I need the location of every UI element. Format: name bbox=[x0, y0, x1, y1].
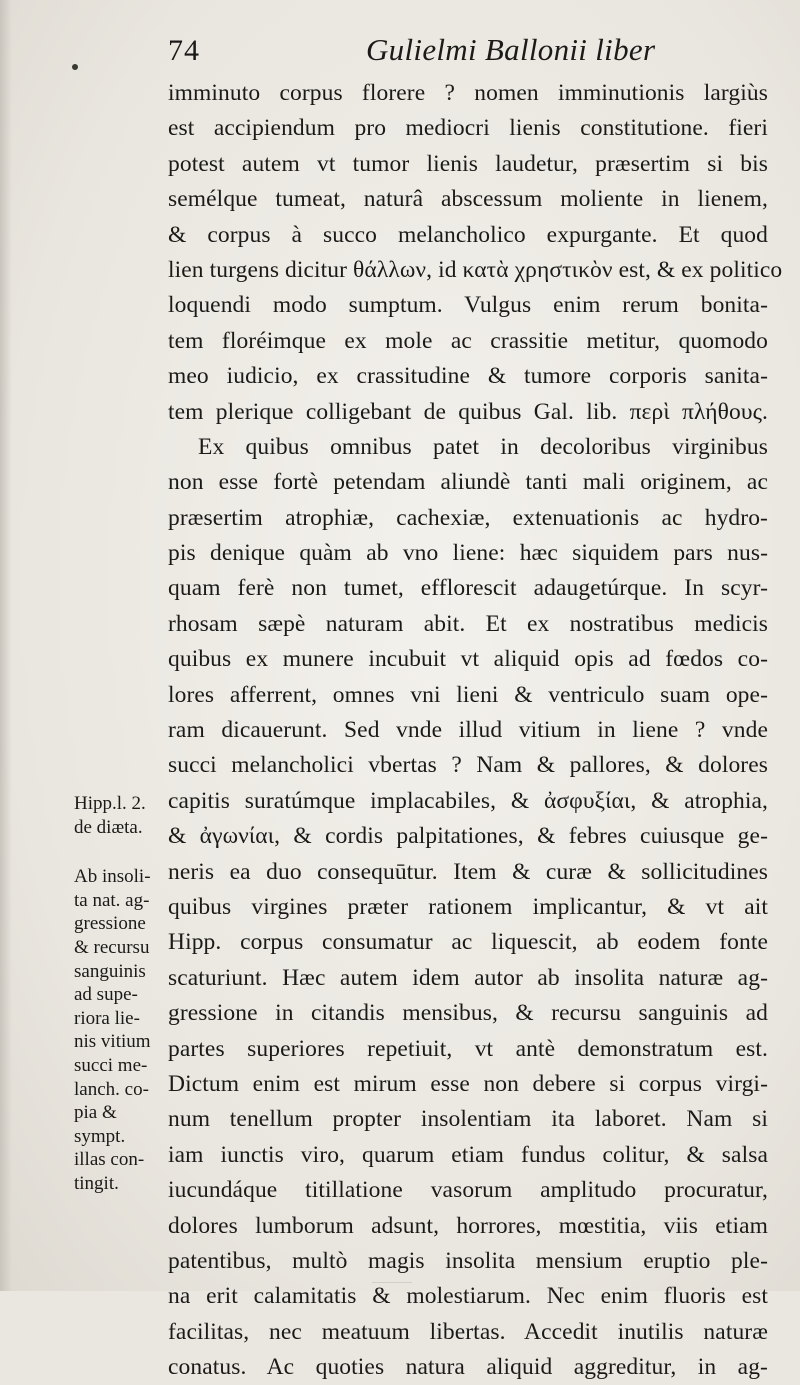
text-line: meo iudicio, ex crassitudine & tumore corporis sanita- bbox=[168, 363, 768, 390]
text-line: lien turgens dicitur θάλλων, id κατὰ χρηστικὸν est, & ex politico bbox=[168, 256, 783, 283]
note-line: de diæta. bbox=[74, 816, 143, 838]
note-line: Hipp.l. 2. bbox=[74, 793, 146, 814]
text-line: quibus ex munere incubuit vt aliquid opis ad fœdos co- bbox=[168, 646, 768, 673]
text-line: na erit calamitatis & molestiarum. Nec enim fluoris est bbox=[168, 1283, 768, 1310]
gutter-shadow bbox=[0, 0, 12, 1291]
text-line: semélque tumeat, naturâ abscessum moliente in lienem, bbox=[168, 186, 768, 213]
text-line: loquendi modo sumptum. Vulgus enim rerum bonita- bbox=[168, 292, 768, 319]
text-line: Ex quibus omnibus patet in decoloribus virginibus bbox=[198, 433, 768, 460]
text-line: iucundáque titillatione vasorum amplitudo procuratur, bbox=[168, 1177, 768, 1204]
note-line: ta nat. ag- bbox=[74, 889, 150, 911]
text-line: capitis suratúmque implacabiles, & ἀσφυξίαι, & atrophia, bbox=[168, 787, 768, 814]
text-line: tem plerique colligebant de quibus Gal. lib. περὶ πλήθους. bbox=[168, 398, 768, 425]
note-line: gressione bbox=[74, 913, 146, 935]
note-line: succi me- bbox=[74, 1054, 148, 1076]
note-line: sanguinis bbox=[74, 960, 146, 982]
text-line: ram dicauerunt. Sed vnde illud vitium in liene ? vnde bbox=[168, 717, 768, 744]
text-line: gressione in citandis mensibus, & recursu sanguinis ad bbox=[168, 1000, 768, 1027]
text-line: iam iunctis viro, quarum etiam fundus colitur, & salsa bbox=[168, 1141, 768, 1168]
note-line: sympt. bbox=[74, 1125, 126, 1147]
text-line: patentibus, multò magis insolita mensium eruptio ple- bbox=[168, 1247, 768, 1274]
text-line: imminuto corpus florere ? nomen imminutionis largiùs bbox=[168, 80, 768, 106]
text-line: pis denique quàm ab vno liene: hæc siquidem pars nus- bbox=[168, 540, 768, 567]
text-line: non esse fortè petendam aliundè tanti mali originem, ac bbox=[168, 469, 768, 496]
text-line: conatus. Ac quoties natura aliquid aggreditur, in ag- bbox=[168, 1354, 768, 1381]
text-line: & ἀγωνίαι, & cordis palpitationes, & febres cuiusque ge- bbox=[168, 823, 768, 850]
text-line: facilitas, nec meatuum libertas. Accedit inutilis naturæ bbox=[168, 1318, 768, 1345]
note-line: illas con- bbox=[74, 1149, 145, 1171]
text-line: quam ferè non tumet, efflorescit adaugetúrque. In scyr- bbox=[168, 575, 768, 602]
text-line: rhosam sæpè naturam abit. Et ex nostratibus medicis bbox=[168, 610, 768, 637]
text-line: Hipp. corpus consumatur ac liquescit, ab eodem fonte bbox=[168, 929, 768, 956]
note-line: ad supe- bbox=[74, 984, 138, 1006]
note-line: & recursu bbox=[74, 936, 150, 958]
text-line: Dictum enim est mirum esse non debere si corpus virgi- bbox=[168, 1070, 768, 1097]
text-line: lores afferrent, omnes vni lieni & ventriculo suam ope- bbox=[168, 681, 768, 708]
body-text bbox=[168, 76, 783, 1385]
margin-note-insolita bbox=[74, 865, 182, 1195]
note-line: Ab insoli- bbox=[74, 866, 151, 888]
text-line: potest autem vt tumor lienis laudetur, præsertim si bis bbox=[168, 150, 768, 177]
note-line: nis vitium bbox=[74, 1031, 151, 1053]
note-line: pia & bbox=[74, 1102, 117, 1124]
signature-mark bbox=[372, 1262, 412, 1283]
text-line: tem floréimque ex mole ac crassitie metitur, quomodo bbox=[168, 327, 768, 354]
page-number: 74 bbox=[168, 34, 200, 67]
note-line: tingit. bbox=[74, 1172, 119, 1194]
text-line: partes superiores repetiuit, vt antè demonstratum est. bbox=[168, 1035, 768, 1062]
text-line: quibus virgines præter rationem implicantur, & vt ait bbox=[168, 893, 768, 920]
text-line: est accipiendum pro mediocri lienis constitutione. fieri bbox=[168, 115, 768, 142]
running-title: Gulielmi Ballonii liber bbox=[366, 32, 656, 67]
margin-note-hippocrates bbox=[74, 792, 182, 839]
text-line: dolores lumborum adsunt, horrores, mœstitia, viis etiam bbox=[168, 1212, 768, 1239]
text-line: præsertim atrophiæ, cachexiæ, extenuationis ac hydro- bbox=[168, 504, 768, 531]
text-line: & corpus à succo melancholico expurgante. Et quod bbox=[168, 221, 768, 248]
page-header bbox=[0, 28, 800, 74]
text-line: neris ea duo consequūtur. Item & curæ & sollicitudines bbox=[168, 858, 768, 885]
text-line: num tenellum propter insolentiam ita laboret. Nam si bbox=[168, 1106, 768, 1133]
note-line: riora lie- bbox=[74, 1007, 140, 1029]
text-line: succi melancholici vbertas ? Nam & pallores, & dolores bbox=[168, 752, 768, 779]
text-line: scaturiunt. Hæc autem idem autor ab insolita naturæ ag- bbox=[168, 964, 768, 991]
margin-notes bbox=[74, 792, 182, 1196]
note-line: lanch. co- bbox=[74, 1078, 149, 1100]
